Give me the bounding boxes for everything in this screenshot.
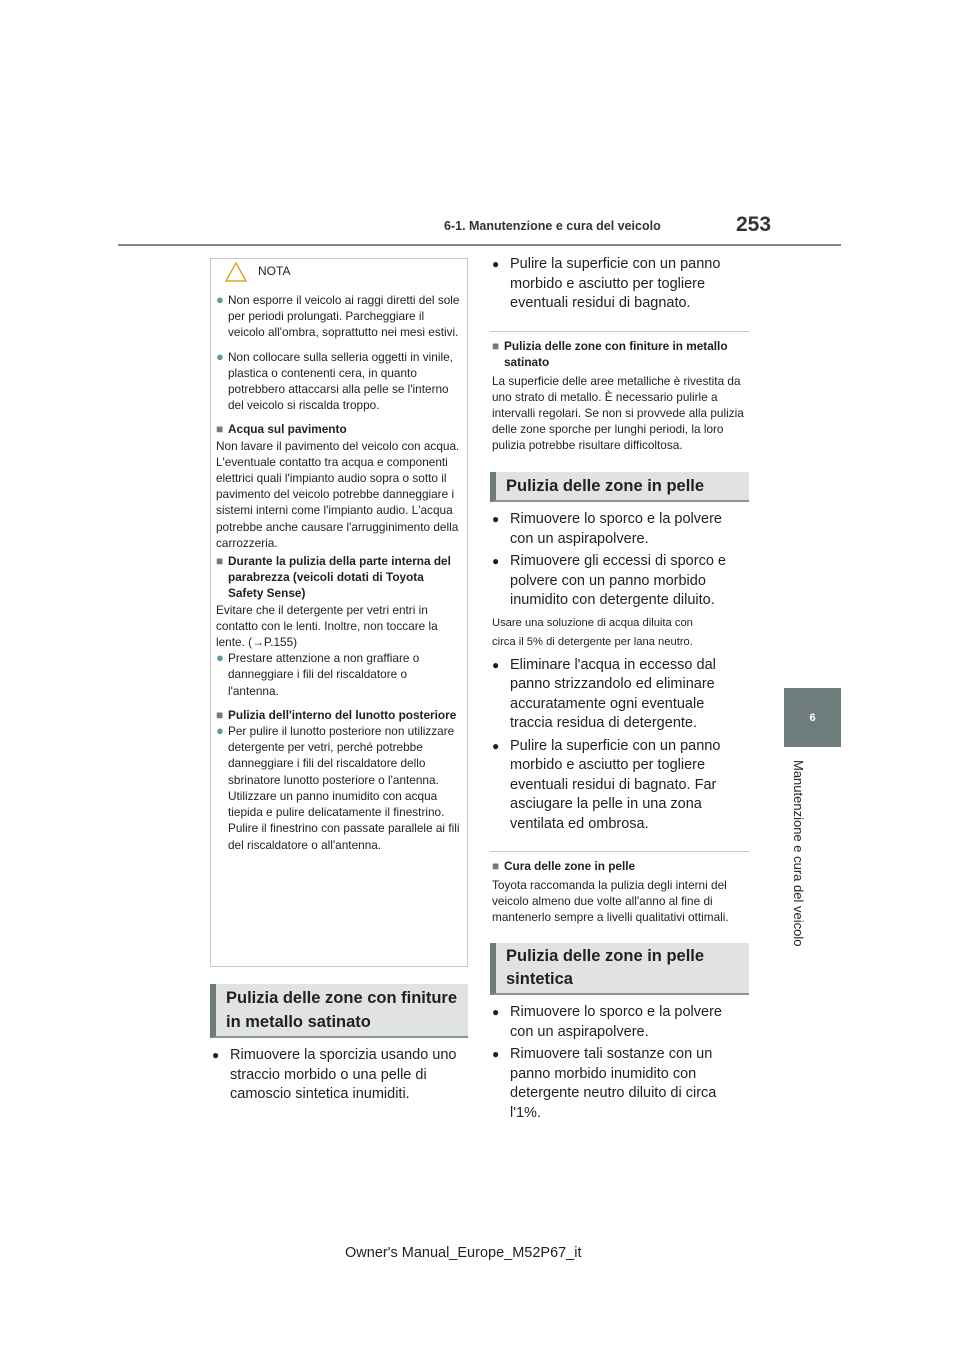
nota-subheading: ■ Durante la pulizia della parte interna del parabrezza (veicoli dotati di Toyota Safety Sense) — [216, 554, 451, 601]
section-title: 6-1. Manutenzione e cura del veicolo — [444, 219, 661, 233]
nota-subheading: ■ Pulizia dell'interno del lunotto posteriore — [216, 707, 457, 722]
square-bullet-icon: ■ — [492, 859, 500, 873]
square-bullet-icon: ■ — [216, 707, 224, 722]
list-item: ● Rimuovere lo sporco e la polvere con un aspirapolvere. — [492, 510, 749, 549]
page-number: 253 — [736, 213, 772, 236]
bullet-dot-icon: ● — [212, 1048, 220, 1062]
nota-bullet: ● Prestare attenzione a non graffiare o danneggiare i fili del riscaldatore o l'antenna. — [216, 650, 420, 698]
leather-subnote: Usare una soluzione di acqua diluita con circa il 5% di detergente per lana neutro. — [492, 616, 693, 648]
top-list — [492, 255, 749, 314]
bullet-dot-icon: ● — [216, 650, 224, 666]
nota-paragraph: Non lavare il pavimento del veicolo con acqua. — [216, 438, 460, 453]
list-item: ● Pulire la superficie con un panno morbido e asciutto per togliere eventuali residui di bagnato. Far asciugare la pelle in una zona ventilata ed ombrosa. — [492, 737, 749, 835]
bullet-dot-icon: ● — [492, 738, 500, 753]
bullet-dot-icon: ● — [492, 257, 500, 271]
chapter-label: Manutenzione e cura del veicolo — [791, 760, 806, 947]
chapter-number: 6 — [809, 711, 816, 724]
note-divider — [490, 331, 749, 332]
list-item: ● Eliminare l'acqua in eccesso dal panno strizzandolo ed eliminare accuratamente ogni eventuale traccia residua di detergente. — [492, 656, 749, 734]
nota-paragraph: Evitare che il detergente per vetri entri in contatto con le lenti. Inoltre, non toccare la lente. (→P.155) — [216, 602, 438, 650]
note-heading: ■ Pulizia delle zone con finiture in metallo satinato — [492, 339, 728, 369]
footer-manual-id: Owner's Manual_Europe_M52P67_it — [345, 1245, 582, 1261]
bullet-dot-icon: ● — [216, 723, 224, 739]
nota-label: NOTA — [258, 264, 291, 278]
section-heading-synthetic-leather: Pulizia delle zone in pelle sintetica — [490, 943, 749, 995]
nota-bullet: ● Non collocare sulla selleria oggetti in vinile, plastica o contenenti cera, in quanto potrebbero attaccarsi alla pelle se l'interno del veicolo si riscalda troppo. — [216, 348, 453, 413]
warning-triangle-icon — [224, 261, 248, 283]
list-item: ● Rimuovere la sporcizia usando uno straccio morbido o una pelle di camoscio sintetica inumiditi. — [212, 1046, 468, 1105]
bullet-dot-icon: ● — [216, 292, 224, 307]
synthetic-list — [492, 1003, 749, 1123]
square-bullet-icon: ■ — [492, 339, 500, 353]
bullet-dot-icon: ● — [492, 1005, 500, 1019]
nota-bullet: ● Per pulire il lunotto posteriore non utilizzare detergente per vetri, perché potrebbe danneggiare i fili del riscaldatore dello sbrinatore lunotto posteriore o l'antenna. Utilizzare un panno inumidito con acqua tiepida e pulire delicatamente il finestrino. Pulire il finestrino con passate parallele ai fili del riscaldatore o all'antenna. — [216, 723, 460, 852]
list-item: ● Pulire la superficie con un panno morbido e asciutto per togliere eventuali residui di bagnato. — [492, 255, 749, 314]
note-heading: ■ Cura delle zone in pelle — [492, 859, 636, 873]
list-item: ● Rimuovere gli eccessi di sporco e polvere con un panno morbido inumidito con detergente diluito. — [492, 552, 749, 611]
bullet-dot-icon: ● — [492, 554, 500, 568]
section-heading-leather: Pulizia delle zone in pelle — [490, 472, 749, 502]
care-note — [492, 856, 749, 925]
bullet-dot-icon: ● — [492, 1047, 500, 1061]
bullet-dot-icon: ● — [492, 512, 500, 526]
nota-paragraph: L'eventuale contatto tra acqua e componenti elettrici quali l'impianto audio sopra o sotto il pavimento del veicolo potrebbe danneggiare i sistemi interni come l'impianto audio. L'acqua potrebbe anche causare l'arrugginimento della carrozzeria. — [216, 454, 459, 550]
note-text: Toyota raccomanda la pulizia degli interni del veicolo almeno due volte all'anno al fine di mantenerlo sempre a livelli qualitativi ottimali. — [492, 878, 729, 924]
note-divider — [490, 851, 749, 852]
list-item: ● Rimuovere lo sporco e la polvere con un aspirapolvere. — [492, 1003, 749, 1042]
note-text: La superficie delle aree metalliche è rivestita da uno strato di metallo. È necessario pulirle a intervalli regolari. Se non si provvede alla pulizia delle zone sporche per lunghi periodi, la loro pulizia potrebbe risultare difficoltosa. — [492, 374, 744, 452]
square-bullet-icon: ■ — [216, 554, 224, 569]
chapter-tab[interactable] — [784, 688, 841, 747]
section-heading-metal: Pulizia delle zone con finiture in metallo satinato — [210, 984, 468, 1038]
bullet-dot-icon: ● — [216, 348, 224, 364]
bullet-dot-icon: ● — [492, 657, 500, 672]
square-bullet-icon: ■ — [216, 422, 224, 437]
leather-list — [492, 510, 749, 834]
header-divider — [118, 244, 841, 246]
metal-cleaning-list — [212, 1046, 468, 1105]
nota-bullet: ● Non esporre il veicolo ai raggi diretti del sole per periodi prolungati. Parcheggiare il veicolo all'ombra, soprattutto nei mesi estivi. — [216, 292, 460, 340]
nota-subheading: ■ Acqua sul pavimento — [216, 422, 347, 437]
nota-content — [216, 292, 460, 861]
metal-note — [492, 336, 749, 453]
list-item: ● Rimuovere tali sostanze con un panno morbido inumidito con detergente neutro diluito di circa l'1%. — [492, 1045, 749, 1123]
